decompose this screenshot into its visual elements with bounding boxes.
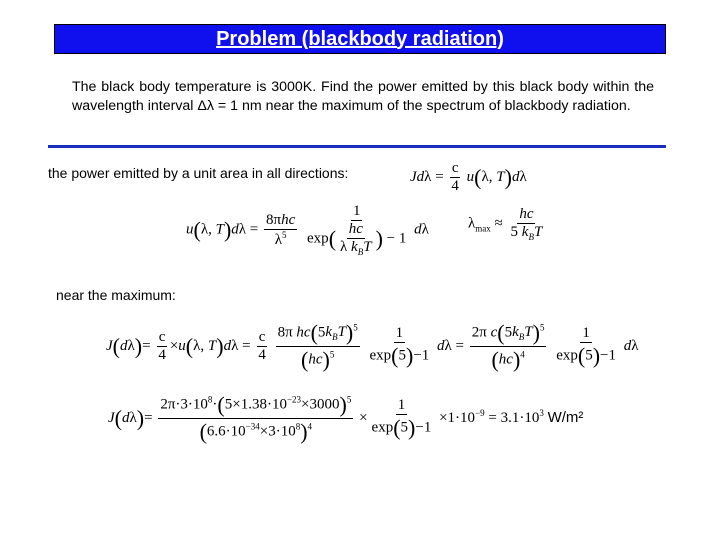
equation-numeric: J(dλ)= $\frac{2\pi\cdot 3\cdot 10^8\cdot(5\times 1.38\cdot 10^{-23}\times 3000)^5}{(6.6\cdot 10^{-34}\times 3\cdot 10^8)^4}$ × $\frac{1}{\exp(5)-1}$ $\times 1\cdot 10^{-9} = 3.1\cdot 10^3$ W/m² <box>108 392 584 444</box>
problem-statement: The black body temperature is 3000K. Find the power emitted by this black body within the wavelength interval Δλ = 1 nm near the maximum of the spectrum of blackbody radiation. <box>72 79 654 114</box>
divider <box>48 145 666 148</box>
title-bar <box>54 24 666 54</box>
equation-near-maximum: J(dλ)= $\frac{c}{4}$ ×u(λ, T)dλ = $\frac{c}{4}$ $\frac{8\pi hc(5k_BT)^5}{(hc)^5}$ $\frac{1}{\exp(5)-1}$ dλ = $\frac{2\pi c(5k_BT)^5}{(hc)^4}$ $\frac{1}{\exp(5)-1}$ dλ <box>106 320 639 372</box>
equation-planck: u(λ, T)dλ = $\frac{\text{8πhc}}{\lambda^5}$ 1 exp( $\frac{hc}{\lambda k_BT}$ ) − 1 dλ <box>186 203 429 257</box>
label-power-unit-area: the power emitted by a unit area in all directions: <box>48 165 349 181</box>
label-near-maximum: near the maximum: <box>56 287 176 303</box>
equation-j-definition: Jdλ = $\frac{c}{4}$ u(λ, T)dλ <box>410 160 527 194</box>
units-label: W/m² <box>547 408 584 426</box>
equation-lambda-max: $\lambda_{max}$ ≈ $\frac{hc}{5 k_BT}$ <box>468 206 543 242</box>
page-title: Problem (blackbody radiation) <box>216 27 504 50</box>
